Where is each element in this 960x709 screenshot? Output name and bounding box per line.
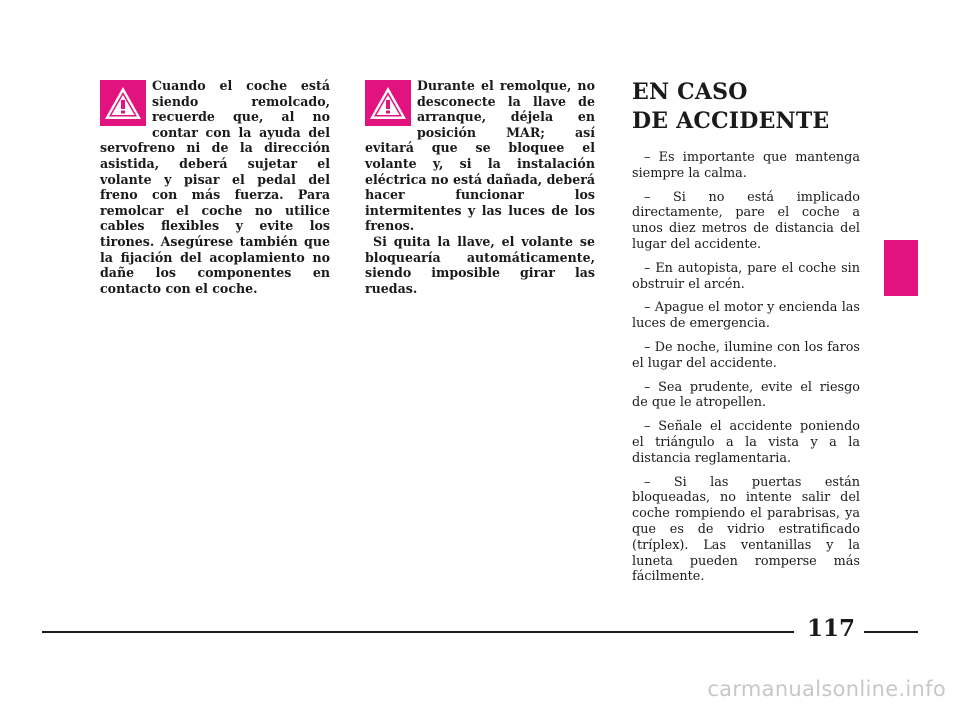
- list-item: – Si las puertas están bloqueadas, no intente salir del coche rompiendo el parabrisas, ya que es de vidrio estratificado (tríplex). Las ventanillas y la luneta pueden romperse más fácilmente.: [632, 474, 860, 585]
- chapter-tab-marker: [884, 240, 918, 296]
- section-title-line2: DE ACCIDENTE: [632, 108, 830, 134]
- section-title-line1: EN CASO: [632, 79, 748, 105]
- footer-rule-right: [864, 631, 918, 633]
- section-title: [632, 78, 860, 136]
- list-item: – Apague el motor y encienda las luces de emergencia.: [632, 300, 860, 332]
- watermark-url: carmanualsonline.info: [707, 677, 946, 701]
- warning-paragraph: Durante el remolque, no desconecte la llave de arranque, déjela en posición MAR; así evitará que se bloquee el volante y, si la instalación eléctrica no está dañada, deberá hacer funcionar los intermitentes y las luces de los frenos.: [365, 78, 595, 234]
- list-item: – Si no está implicado directamente, pare el coche a unos diez metros de distancia del lugar del accidente.: [632, 189, 860, 252]
- list-item: – Sea prudente, evite el riesgo de que le atropellen.: [632, 379, 860, 411]
- list-item: – De noche, ilumine con los faros el lugar del accidente.: [632, 339, 860, 371]
- section-en-caso-de-accidente: [632, 78, 860, 593]
- page-number: 117: [806, 615, 855, 642]
- list-item: – Es importante que mantenga siempre la calma.: [632, 150, 860, 181]
- warning-text: [365, 78, 595, 296]
- warning-triangle-icon: [100, 80, 146, 126]
- list-item: – Señale el accidente poniendo el triángulo a la vista y a la distancia reglamentaria.: [632, 419, 860, 466]
- warning-text: [100, 78, 330, 296]
- list-item: – En autopista, pare el coche sin obstruir el arcén.: [632, 260, 860, 292]
- warning-paragraph: Cuando el coche está siendo remolcado, recuerde que, al no contar con la ayuda del servofreno ni de la dirección asistida, deberá sujetar el volante y pisar el pedal del freno con más fuerza. Para remolcar el coche no utilice cables flexibles y evite los tirones. Asegúrese también que la fijación del acoplamiento no dañe los componentes en contacto con el coche.: [100, 78, 330, 296]
- warning-block-remolque-servofreno: [100, 78, 330, 296]
- footer-rule-left: [42, 631, 794, 633]
- warning-block-llave-arranque: [365, 78, 595, 296]
- warning-triangle-icon: [365, 80, 411, 126]
- warning-paragraph: Si quita la llave, el volante se bloquearía automáticamente, siendo imposible girar las ruedas.: [365, 233, 595, 296]
